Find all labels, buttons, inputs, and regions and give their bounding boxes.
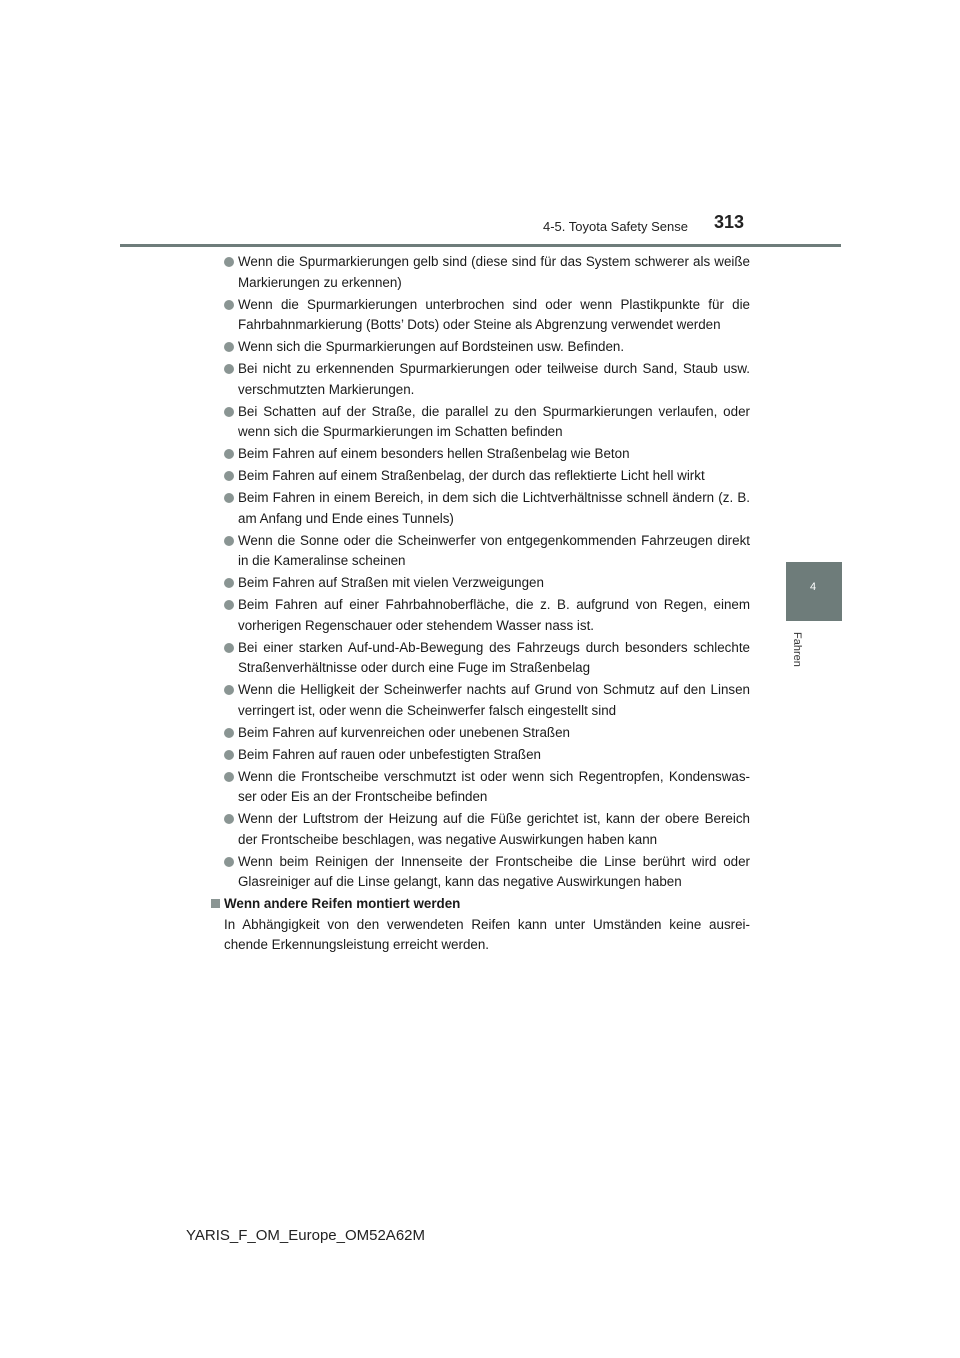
bullet-dot-icon: [224, 578, 234, 588]
list-item: Wenn die Spurmarkierungen unterbrochen sind oder wenn Plastikpunkte für die Fahrbahnmarkierung (Botts’ Dots) oder Steine als Abgrenzung verwendet werden: [209, 295, 750, 336]
list-item: Bei nicht zu erkennenden Spurmarkierungen oder teilweise durch Sand, Staub usw. verschmutzten Markierungen.: [209, 359, 750, 400]
footer-document-id: YARIS_F_OM_Europe_OM52A62M: [186, 1227, 425, 1244]
list-item: Beim Fahren auf einem besonders hellen Straßenbelag wie Beton: [209, 444, 750, 465]
list-item: Beim Fahren auf Straßen mit vielen Verzweigungen: [209, 573, 750, 594]
chapter-tab: [786, 562, 842, 621]
list-item: Beim Fahren auf einem Straßenbelag, der durch das reflektierte Licht hell wirkt: [209, 466, 750, 487]
list-item: Wenn der Luftstrom der Heizung auf die Füße gerichtet ist, kann der obere Bereich der Frontscheibe beschlagen, was negative Auswirkungen haben kann: [209, 809, 750, 850]
main-content: [209, 252, 750, 956]
bullet-dot-icon: [224, 449, 234, 459]
list-item: Wenn die Sonne oder die Scheinwerfer von entgegenkommenden Fahrzeugen direkt in die Kameralinse scheinen: [209, 531, 750, 572]
bullet-dot-icon: [224, 364, 234, 374]
bullet-dot-icon: [224, 342, 234, 352]
bullet-dot-icon: [224, 407, 234, 417]
list-item: Wenn die Spurmarkierungen gelb sind (diese sind für das System schwerer als weiße Markierungen zu erkennen): [209, 252, 750, 293]
list-item: Beim Fahren in einem Bereich, in dem sich die Lichtverhältnisse schnell ändern (z. B. am Anfang und Ende eines Tunnels): [209, 488, 750, 529]
list-item: Bei Schatten auf der Straße, die parallel zu den Spurmarkierungen verlaufen, oder wenn sich die Spurmarkierungen im Schatten befinden: [209, 402, 750, 443]
list-item: Bei einer starken Auf-und-Ab-Bewegung des Fahrzeugs durch besonders schlechte Straßenverhältnisse oder durch eine Fuge im Straßenbelag: [209, 638, 750, 679]
chapter-label: Fahren: [791, 632, 803, 667]
list-item: Wenn sich die Spurmarkierungen auf Bordsteinen usw. Befinden.: [209, 337, 750, 358]
bullet-dot-icon: [224, 536, 234, 546]
bullet-dot-icon: [224, 643, 234, 653]
bullet-dot-icon: [224, 772, 234, 782]
bullet-dot-icon: [224, 471, 234, 481]
bullet-dot-icon: [224, 750, 234, 760]
list-item: Wenn beim Reinigen der Innenseite der Frontscheibe die Linse berührt wird oder Glasreiniger auf die Linse gelangt, kann das negative Auswirkungen haben: [209, 852, 750, 893]
square-bullet-icon: [211, 899, 220, 908]
header-divider: [120, 244, 841, 247]
list-item: Wenn die Frontscheibe verschmutzt ist oder wenn sich Regentropfen, Kondenswas-ser oder Eis an der Frontscheibe befinden: [209, 767, 750, 808]
section-body: In Abhängigkeit von den verwendeten Reifen kann unter Umständen keine ausrei-chende Erkennungsleistung erreicht werden.: [224, 916, 750, 952]
section-heading: Wenn andere Reifen montiert werden: [209, 894, 750, 915]
bullet-dot-icon: [224, 814, 234, 824]
bullet-dot-icon: [224, 857, 234, 867]
page-number: 313: [714, 212, 745, 232]
running-header-section: 4-5. Toyota Safety Sense: [542, 219, 688, 234]
chapter-number: 4: [810, 581, 817, 593]
chapter-label-container: [791, 632, 805, 692]
bullet-dot-icon: [224, 600, 234, 610]
bullet-dot-icon: [224, 728, 234, 738]
bullet-dot-icon: [224, 685, 234, 695]
list-item: Wenn die Helligkeit der Scheinwerfer nachts auf Grund von Schmutz auf den Linsen verringert ist, oder wenn die Scheinwerfer falsch eingestellt sind: [209, 680, 750, 721]
bullet-dot-icon: [224, 300, 234, 310]
bullet-dot-icon: [224, 493, 234, 503]
list-item: Beim Fahren auf einer Fahrbahnoberfläche, die z. B. aufgrund von Regen, einem vorherigen Regenschauer oder stehendem Wasser nass ist.: [209, 595, 750, 636]
list-item: Beim Fahren auf rauen oder unbefestigten Straßen: [209, 745, 750, 766]
list-item: Beim Fahren auf kurvenreichen oder unebenen Straßen: [209, 723, 750, 744]
bullet-dot-icon: [224, 257, 234, 267]
